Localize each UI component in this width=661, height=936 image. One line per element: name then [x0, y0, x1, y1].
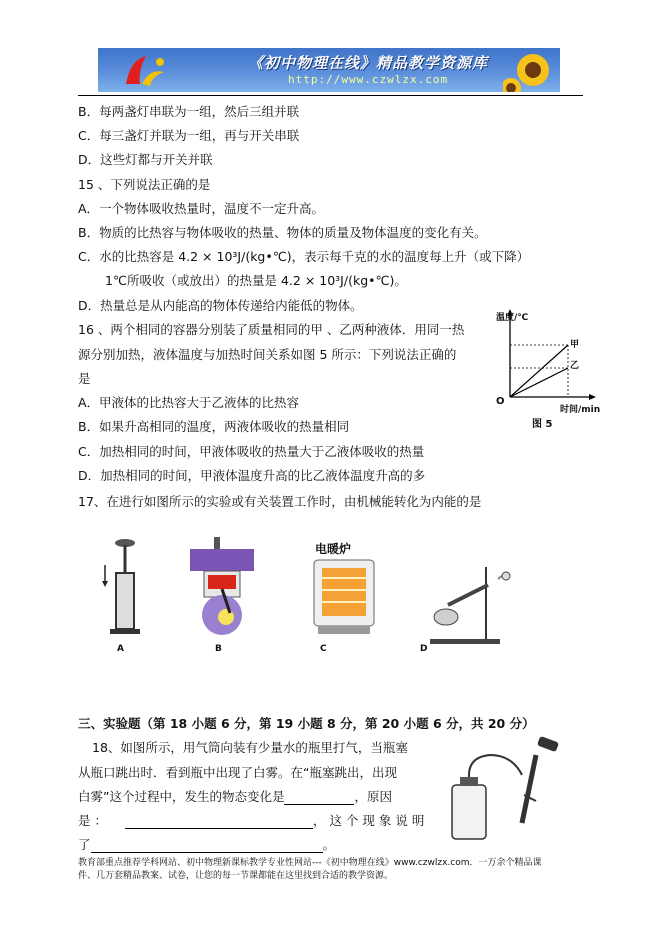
q18-line-1: 18、如图所示，用气筒向装有少量水的瓶里打气，当瓶塞: [92, 740, 408, 755]
q15-option-a: A．一个物体吸收热量时，温度不一定升高。: [78, 201, 325, 216]
q18-line-5: [78, 837, 335, 853]
figure-5-series-jia: 甲: [570, 340, 580, 350]
banner-url[interactable]: http://www.czwlzx.com: [288, 73, 449, 86]
q18-line-4-tail: ， 这 个 现 象 说 明: [312, 813, 425, 828]
q18-line-3-tail: ，原因: [354, 789, 392, 804]
x-axis-arrow-icon: [589, 394, 596, 400]
q14-option-c: C．每三盏灯并联为一组，再与开关串联: [78, 128, 300, 143]
footer-line-2: 件、几万套精品教案、试卷，让您的每一节课都能在这里找到合适的教学资源。: [78, 871, 394, 881]
figure-c-electric-heater: [312, 558, 378, 636]
q18-blank-reason[interactable]: [125, 828, 313, 829]
figure-label-d: D: [420, 644, 428, 654]
q15-option-c: C．水的比热容是 4.2 × 10³J/(kg•℃)，表示每千克的水的温度每上升（或下降）: [78, 249, 530, 264]
q16-option-b: B．如果升高相同的温度，两液体吸收的热量相同: [78, 419, 350, 434]
figure-label-b: B: [215, 644, 222, 654]
q16-stem-3: 是: [78, 371, 91, 386]
q14-option-b: B．每两盏灯串联为一组，然后三组并联: [78, 104, 300, 119]
q15-option-d: D．热量总是从内能高的物体传递给内能低的物体。: [78, 298, 363, 313]
series-jia-line: [510, 345, 568, 397]
figure-label-c: C: [320, 644, 327, 654]
figure-5-xlabel: 时间/min: [560, 405, 601, 415]
q18-line-5-text: 了: [78, 837, 91, 852]
figure-5-origin: O: [496, 396, 505, 407]
figure-18-pump-bottle: [440, 735, 570, 847]
q15-option-b: B．物质的比热容与物体吸收的热量、物体的质量及物体温度的变化有关。: [78, 225, 487, 240]
figure-label-a: A: [117, 644, 124, 654]
q16-option-a: A．甲液体的比热容大于乙液体的比热容: [78, 395, 300, 410]
header-banner: [98, 48, 560, 92]
q17-stem: 17、在进行如图所示的实验或有关装置工作时，由机械能转化为内能的是: [78, 494, 482, 509]
series-yi-line: [510, 368, 568, 397]
q16-stem-1: 16 、两个相同的容器分别装了质量相同的甲 、乙两种液体．用同一热: [78, 322, 465, 337]
q15-stem: 15 、下列说法正确的是: [78, 177, 211, 192]
q16-option-c: C．加热相同的时间，甲液体吸收的热量大于乙液体吸收的热量: [78, 444, 425, 459]
figure-5-ylabel: 温度/℃: [496, 313, 529, 323]
footer-line-1: 教育部重点推荐学科网站、初中物理新课标教学专业性网站---《初中物理在线》www.czwlzx.com．一万余个精品课: [78, 858, 542, 868]
site-logo: [116, 50, 180, 90]
q18-line-3-text: 白雾”这个过程中，发生的物态变化是: [78, 789, 285, 804]
q18-line-3: [78, 789, 392, 805]
figure-b-engine: [184, 535, 264, 645]
q14-option-d: D．这些灯都与开关并联: [78, 152, 213, 167]
figure-c-heater-label: 电暖炉: [315, 542, 352, 556]
q16-stem-2: 源分别加热，液体温度与加热时间关系如图 5 所示：下列说法正确的: [78, 347, 457, 362]
q18-line-2: 从瓶口跳出时．看到瓶中出现了白雾。在“瓶塞跳出，出现: [78, 765, 397, 780]
q15-option-c-cont: 1℃所吸收（或放出）的热量是 4.2 × 10³J/(kg•℃)。: [105, 273, 407, 288]
q18-line-4: [78, 813, 424, 829]
figure-5-caption: 图 5: [532, 419, 553, 430]
q18-blank-state-change[interactable]: [284, 804, 354, 805]
figure-d-boiling-tube: [408, 565, 518, 650]
banner-title: 《初中物理在线》精品教学资源库: [248, 54, 489, 72]
header-rule: [78, 95, 583, 96]
q18-line-4-text: 是 ：: [78, 813, 107, 828]
sunflower-icon: [503, 48, 560, 92]
figure-5-series-yi: 乙: [570, 361, 580, 371]
q18-line-5-tail: 。: [322, 837, 336, 852]
q16-option-d: D．加热相同的时间，甲液体温度升高的比乙液体温度升高的多: [78, 468, 426, 483]
section-3-title: 三、实验题（第 18 小题 6 分，第 19 小题 8 分，第 20 小题 6 分，共 20 分）: [78, 716, 535, 731]
q18-blank-conclusion[interactable]: [91, 852, 323, 853]
figure-a-air-pump: [98, 535, 158, 645]
